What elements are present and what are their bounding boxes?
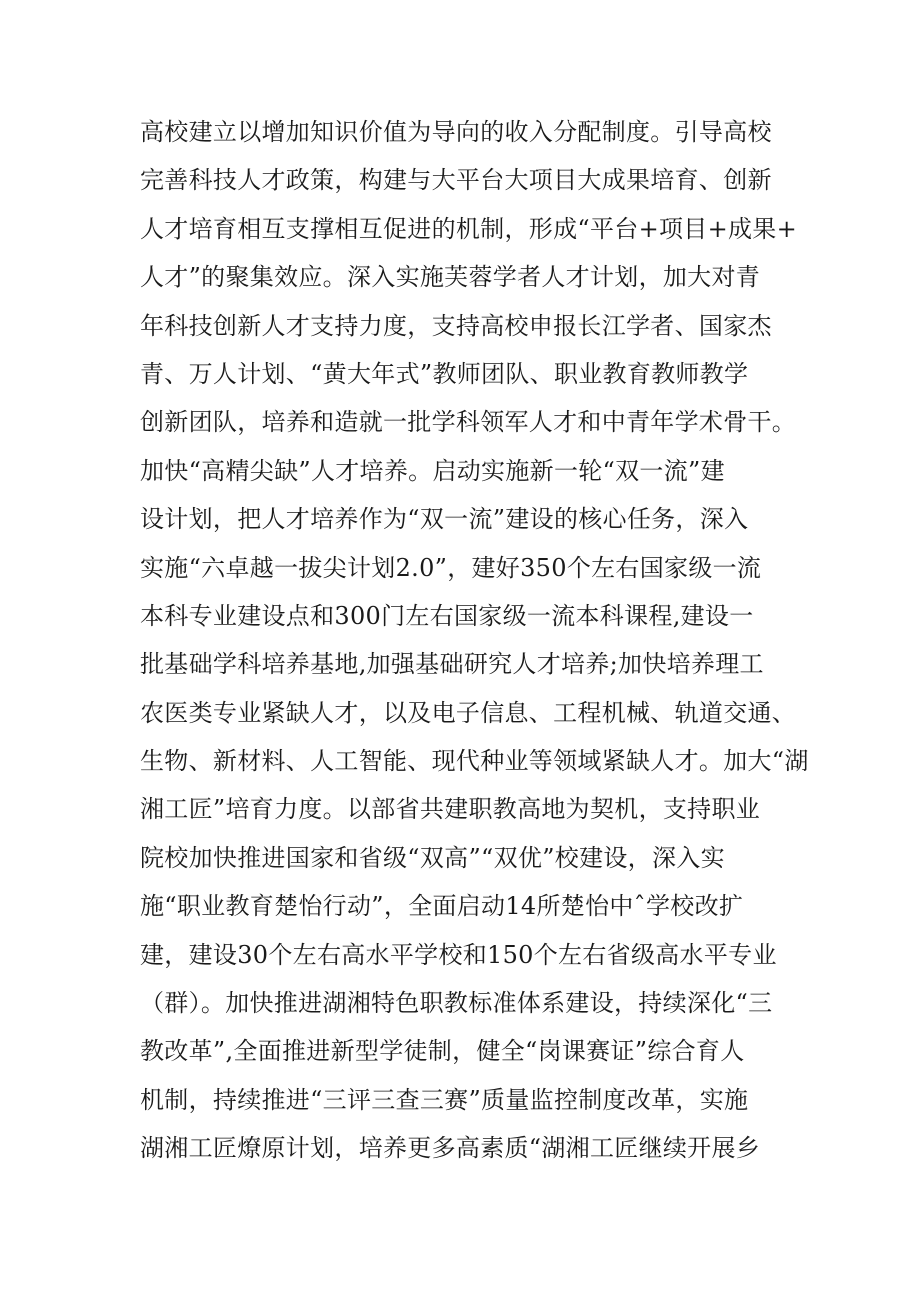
text-line: 教改革”,全面推进新型学徒制，健全“岗课赛证”综合育人 [140, 1037, 745, 1066]
text-line: 年科技创新人才支持力度，支持高校申报长江学者、国家杰 [140, 311, 772, 340]
text-line: （群）。加快推进湖湘特色职教标准体系建设，持续深化“三 [140, 989, 773, 1018]
text-line: 批基础学科培养基地,加强基础研究人才培养;加快培养理工 [140, 650, 764, 679]
text-line: 湘工匠”培育力度。以部省共建职教高地为契机，支持职业 [140, 795, 761, 824]
text-line: 创新团队，培养和造就一批学科领军人才和中青年学术骨干。 [140, 408, 797, 437]
text-line: 建，建设30个左右高水平学校和150个左右省级高水平专业 [140, 940, 777, 969]
text-line: 生物、新材料、人工智能、现代种业等领域紧缺人才。加大“湖 [140, 747, 809, 776]
text-line: 设计划，把人才培养作为“双一流”建设的核心任务，深入 [140, 505, 749, 534]
text-line: 加快“高精尖缺”人才培养。启动实施新一轮“双一流”建 [140, 456, 725, 485]
text-line: 实施“六卓越一拔尖计划2.0”，建好350个左右国家级一流 [140, 553, 762, 582]
text-line: 完善科技人才政策，构建与大平台大项目大成果培育、创新 [140, 166, 772, 195]
text-line: 机制，持续推进“三评三查三赛”质量监控制度改革，实施 [140, 1085, 749, 1114]
body-paragraph [140, 108, 820, 1173]
text-line: 湖湘工匠燎原计划，培养更多高素质“湖湘工匠继续开展乡 [140, 1134, 761, 1163]
text-line: 高校建立以增加知识价值为导向的收入分配制度。引导高校 [140, 118, 772, 146]
text-line: 农医类专业紧缺人才，以及电子信息、工程机械、轨道交通、 [140, 698, 797, 727]
text-line: 人才”的聚集效应。深入实施芙蓉学者人才计划，加大对青 [140, 263, 761, 292]
text-line: 青、万人计划、“黄大年式”教师团队、职业教育教师教学 [140, 359, 749, 388]
text-line: 施“职业教育楚怡行动”，全面启动14所楚怡中ˆ学校改扩 [140, 892, 744, 921]
text-line: 院校加快推进国家和省级“双高”“双优”校建设，深入实 [140, 843, 725, 872]
text-line: 人才培育相互支撑相互促进的机制，形成“平台+项目+成果+ [140, 214, 797, 243]
text-line: 本科专业建设点和300门左右国家级一流本科课程,建设一 [140, 601, 754, 630]
